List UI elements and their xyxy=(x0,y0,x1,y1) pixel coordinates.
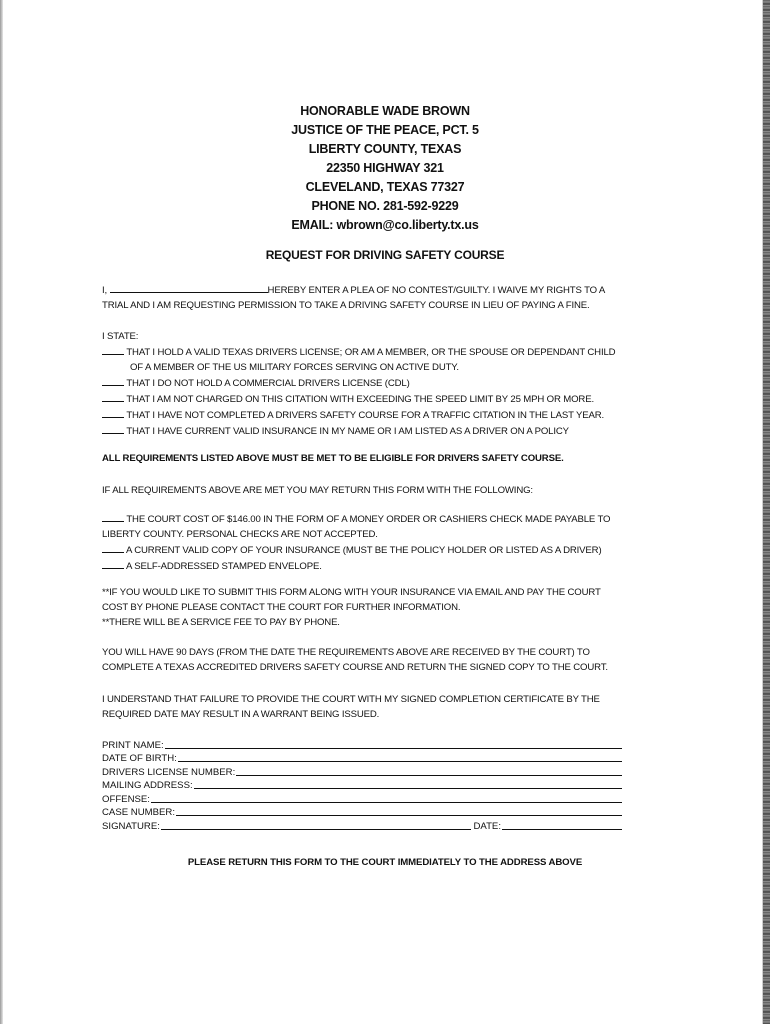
court-phone: PHONE NO. 281-592-9229 xyxy=(311,199,459,213)
case-number-row xyxy=(102,805,622,819)
deadline-line1: YOU WILL HAVE 90 DAYS (FROM THE DATE THE REQUIREMENTS ABOVE ARE RECEIVED BY THE COURT) TO xyxy=(102,647,590,658)
warning-section xyxy=(102,692,672,722)
plea-section xyxy=(102,282,672,313)
mailing-address-label: MAILING ADDRESS: xyxy=(102,780,193,791)
offense-label: OFFENSE: xyxy=(102,793,150,805)
signature-label: SIGNATURE: xyxy=(102,820,160,832)
warning-line1: I UNDERSTAND THAT FAILURE TO PROVIDE THE COURT WITH MY SIGNED COMPLETION CERTIFICATE BY THE xyxy=(102,694,600,705)
dl-number-row xyxy=(102,764,622,778)
print-name-label: PRINT NAME: xyxy=(102,739,164,751)
dl-number-field[interactable] xyxy=(236,775,622,776)
print-name-row xyxy=(102,737,622,751)
statement-checkbox-5[interactable] xyxy=(102,423,124,434)
court-office: JUSTICE OF THE PEACE, PCT. 5 xyxy=(291,123,479,137)
return-instruction-footer: PLEASE RETURN THIS FORM TO THE COURT IMMEDIATELY TO THE ADDRESS ABOVE xyxy=(187,857,583,868)
mailing-address-field[interactable] xyxy=(194,788,622,789)
return-intro: IF ALL REQUIREMENTS ABOVE ARE MET YOU MAY RETURN THIS FORM WITH THE FOLLOWING: xyxy=(102,485,533,496)
mailing-address-row xyxy=(102,778,622,792)
statement-item-1-continuation: OF A MEMBER OF THE US MILITARY FORCES SERVING ON ACTIVE DUTY. xyxy=(130,362,459,373)
warning-line2: REQUIRED DATE MAY RESULT IN A WARRANT BEING ISSUED. xyxy=(102,709,380,720)
requirements-notice: ALL REQUIREMENTS LISTED ABOVE MUST BE MET TO BE ELIGIBLE FOR DRIVERS SAFETY COURSE. xyxy=(102,453,564,464)
deadline-line2: COMPLETE A TEXAS ACCREDITED DRIVERS SAFETY COURSE AND RETURN THE SIGNED COPY TO THE COURT. xyxy=(102,662,608,673)
plea-prefix: I, xyxy=(102,285,108,296)
email-note-line2: COST BY PHONE PLEASE CONTACT THE COURT FOR FURTHER INFORMATION. xyxy=(102,602,461,613)
judge-name: HONORABLE WADE BROWN xyxy=(300,104,470,118)
envelope-checkbox[interactable] xyxy=(102,558,124,569)
court-street: 22350 HIGHWAY 321 xyxy=(326,161,444,175)
statements-heading: I STATE: xyxy=(102,331,139,342)
case-number-label: CASE NUMBER: xyxy=(102,807,176,818)
print-name-field[interactable] xyxy=(165,748,622,749)
deadline-section xyxy=(102,645,672,675)
court-header xyxy=(0,102,770,235)
statement-checkbox-3[interactable] xyxy=(102,391,124,402)
statement-checkbox-2[interactable] xyxy=(102,375,124,386)
fee-note: **THERE WILL BE A SERVICE FEE TO PAY BY PHONE. xyxy=(102,617,340,628)
plea-text-line2: TRIAL AND I AM REQUESTING PERMISSION TO TAKE A DRIVING SAFETY COURSE IN LIEU OF PAYING A FINE. xyxy=(102,300,590,311)
statements-section xyxy=(102,329,672,439)
court-cost-line2: LIBERTY COUNTY. PERSONAL CHECKS ARE NOT ACCEPTED. xyxy=(102,529,378,540)
signature-field[interactable] xyxy=(161,829,472,830)
court-county: LIBERTY COUNTY, TEXAS xyxy=(308,142,462,156)
date-of-birth-row xyxy=(102,751,622,765)
statement-item-5: THAT I HAVE CURRENT VALID INSURANCE IN MY NAME OR I AM LISTED AS A DRIVER ON A POLICY xyxy=(126,426,569,437)
statement-checkbox-1[interactable] xyxy=(102,344,124,355)
court-cost-checkbox[interactable] xyxy=(102,511,124,522)
offense-row xyxy=(102,791,622,805)
envelope-item: A SELF-ADDRESSED STAMPED ENVELOPE. xyxy=(126,561,322,572)
statement-item-4: THAT I HAVE NOT COMPLETED A DRIVERS SAFETY COURSE FOR A TRAFFIC CITATION IN THE LAST YEAR. xyxy=(126,410,604,421)
statement-item-2: THAT I DO NOT HOLD A COMMERCIAL DRIVERS LICENSE (CDL) xyxy=(126,378,410,389)
insurance-checkbox[interactable] xyxy=(102,542,124,553)
return-items-section xyxy=(102,511,672,574)
dl-number-label: DRIVERS LICENSE NUMBER: xyxy=(102,766,236,778)
form-title: REQUEST FOR DRIVING SAFETY COURSE xyxy=(265,248,505,262)
court-city: CLEVELAND, TEXAS 77327 xyxy=(305,180,465,194)
statement-checkbox-4[interactable] xyxy=(102,407,124,418)
notes-section xyxy=(102,585,672,630)
offense-field[interactable] xyxy=(151,802,622,803)
signature-row xyxy=(102,818,622,832)
date-of-birth-label: DATE OF BIRTH: xyxy=(102,753,177,764)
case-number-field[interactable] xyxy=(176,815,622,816)
applicant-fields xyxy=(102,737,622,832)
insurance-item: A CURRENT VALID COPY OF YOUR INSURANCE (MUST BE THE POLICY HOLDER OR LISTED AS A DRIVER) xyxy=(126,545,602,556)
court-email: EMAIL: wbrown@co.liberty.tx.us xyxy=(291,218,479,232)
email-note-line1: **IF YOU WOULD LIKE TO SUBMIT THIS FORM ALONG WITH YOUR INSURANCE VIA EMAIL AND PAY THE COURT xyxy=(102,587,601,598)
date-label: DATE: xyxy=(473,820,501,832)
date-field[interactable] xyxy=(502,829,622,830)
plea-text-line1: HEREBY ENTER A PLEA OF NO CONTEST/GUILTY. I WAIVE MY RIGHTS TO A xyxy=(267,285,606,296)
plea-name-blank[interactable] xyxy=(110,282,268,293)
date-of-birth-field[interactable] xyxy=(178,761,622,762)
court-cost-line1: THE COURT COST OF $146.00 IN THE FORM OF A MONEY ORDER OR CASHIERS CHECK MADE PAYABLE TO xyxy=(126,514,611,525)
statement-item-3: THAT I AM NOT CHARGED ON THIS CITATION WITH EXCEEDING THE SPEED LIMIT BY 25 MPH OR MORE. xyxy=(126,394,594,405)
statement-item-1: THAT I HOLD A VALID TEXAS DRIVERS LICENSE; OR AM A MEMBER, OR THE SPOUSE OR DEPENDANT CHILD xyxy=(126,347,616,358)
